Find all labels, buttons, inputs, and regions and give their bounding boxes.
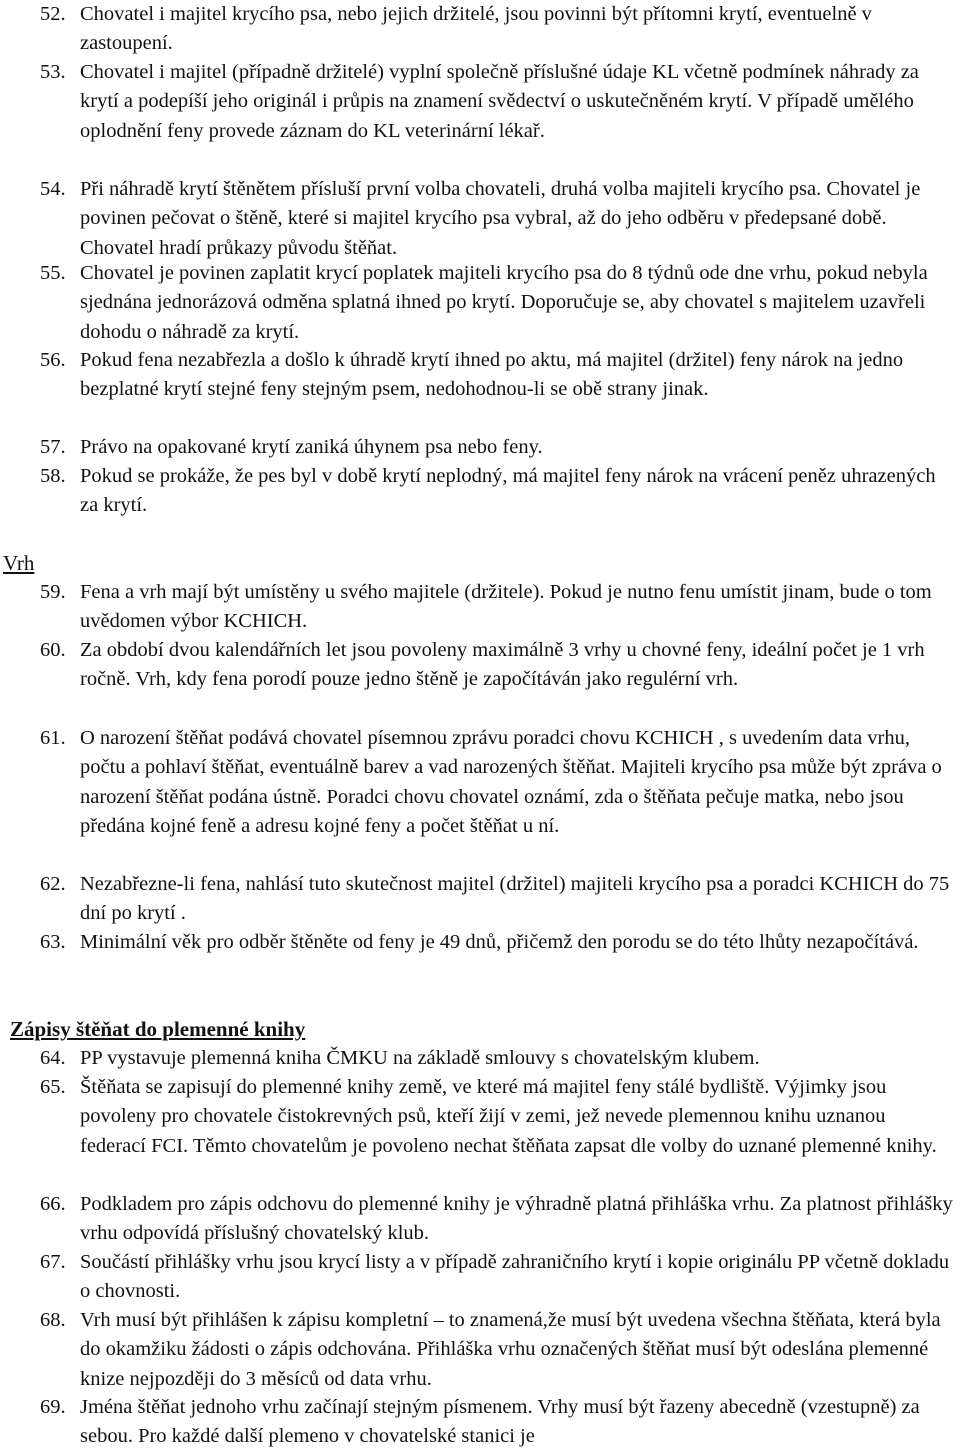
paragraph-number: 59. <box>40 581 66 603</box>
paragraph-55 <box>40 259 955 347</box>
paragraph-number: 65. <box>40 1076 66 1098</box>
paragraph-number: 56. <box>40 349 66 371</box>
paragraph-59 <box>40 578 955 637</box>
paragraph-text: Právo na opakované krytí zaniká úhynem psa nebo feny. <box>80 436 543 458</box>
paragraph-text: Nezabřezne-li fena, nahlásí tuto skutečnost majitel (držitel) majiteli krycího psa a poradci KCHICH do 75 dní po krytí . <box>80 873 950 925</box>
section-heading-vrh: Vrh <box>3 551 35 575</box>
paragraph-number: 69. <box>40 1396 66 1418</box>
paragraph-63 <box>40 928 955 957</box>
paragraph-number: 63. <box>40 931 66 953</box>
paragraph-text: Fena a vrh mají být umístěny u svého majitele (držitele). Pokud je nutno fenu umístit jinam, bude o tom uvědomen výbor KCHICH. <box>80 581 932 633</box>
paragraph-text: O narození štěňat podává chovatel písemnou zprávu poradci chovu KCHICH , s uvedením data vrhu, počtu a pohlaví štěňat, eventuálně barev a vad narozených štěňat. Majiteli krycího psa může být zpráva o narození štěňat podána ústně. Poradci chovu chovatel oznámí, zda o štěňata pečuje matka, nebo jsou předána kojné feně a adresu kojné feny a počet štěňat u ní. <box>80 727 942 837</box>
paragraph-number: 53. <box>40 61 66 83</box>
paragraph-number: 52. <box>40 3 66 25</box>
paragraph-57 <box>40 433 955 462</box>
paragraph-text: PP vystavuje plemenná kniha ČMKU na základě smlouvy s chovatelským klubem. <box>80 1047 760 1069</box>
paragraph-text: Chovatel je povinen zaplatit krycí poplatek majiteli krycího psa do 8 týdnů ode dne vrhu, pokud nebyla sjednána jednorázová odměna splatná ihned po krytí. Doporučuje se, aby chovatel s majitelem uzavřeli dohodu o náhradě za krytí. <box>80 262 928 343</box>
paragraph-69 <box>40 1393 955 1452</box>
paragraph-65 <box>40 1073 955 1161</box>
section-heading-zapisy: Zápisy štěňat do plemenné knihy <box>10 1017 306 1041</box>
paragraph-text: Jména štěňat jednoho vrhu začínají stejným písmenem. Vrhy musí být řazeny abecedně (vzestupně) za sebou. Pro každé další plemeno v chovatelské stanici je <box>80 1396 920 1448</box>
paragraph-number: 66. <box>40 1193 66 1215</box>
paragraph-58 <box>40 462 955 521</box>
paragraph-text: Vrh musí být přihlášen k zápisu kompletní – to znamená,že musí být uvedena všechna štěňata, která byla do okamžiku žádosti o zápis odchována. Přihláška vrhu označených štěňat musí být odeslána plemenné knize nejpozději do 3 měsíců od data vrhu. <box>80 1309 941 1390</box>
paragraph-number: 64. <box>40 1047 66 1069</box>
paragraph-text: Za období dvou kalendářních let jsou povoleny maximálně 3 vrhy u chovné feny, ideální počet je 1 vrh ročně. Vrh, kdy fena porodí pouze jedno štěně je započítáván jako regulérní vrh. <box>80 639 925 691</box>
paragraph-number: 54. <box>40 178 66 200</box>
paragraph-66 <box>40 1190 955 1249</box>
paragraph-52 <box>40 0 955 59</box>
paragraph-text: Chovatel i majitel (případně držitelé) vyplní společně příslušné údaje KL včetně podmínek náhrady za krytí a podepíší jeho originál i průpis na znamení svědectví o uskutečněném krytí. V případě umělého oplodnění feny provede záznam do KL veterinární lékař. <box>80 61 919 142</box>
paragraph-67 <box>40 1248 955 1307</box>
paragraph-number: 58. <box>40 465 66 487</box>
paragraph-text: Podkladem pro zápis odchovu do plemenné knihy je výhradně platná přihláška vrhu. Za platnost přihlášky vrhu odpovídá příslušný chovatelský klub. <box>80 1193 953 1245</box>
paragraph-60 <box>40 636 955 695</box>
paragraph-number: 68. <box>40 1309 66 1331</box>
paragraph-number: 62. <box>40 873 66 895</box>
paragraph-text: Minimální věk pro odběr štěněte od feny je 49 dnů, přičemž den porodu se do této lhůty nezapočítává. <box>80 931 919 953</box>
paragraph-number: 61. <box>40 727 66 749</box>
paragraph-53 <box>40 58 955 146</box>
paragraph-text: Pokud fena nezabřezla a došlo k úhradě krytí ihned po aktu, má majitel (držitel) feny nárok na jedno bezplatné krytí stejné feny stejným psem, nedohodnou-li se obě strany jinak. <box>80 349 904 401</box>
paragraph-number: 60. <box>40 639 66 661</box>
paragraph-text: Pokud se prokáže, že pes byl v době krytí neplodný, má majitel feny nárok na vrácení peněz uhrazených za krytí. <box>80 465 936 517</box>
paragraph-text: Součástí přihlášky vrhu jsou krycí listy a v případě zahraničního krytí i kopie originálu PP včetně dokladu o chovnosti. <box>80 1251 950 1303</box>
paragraph-number: 55. <box>40 262 66 284</box>
paragraph-61 <box>40 724 955 841</box>
paragraph-number: 67. <box>40 1251 66 1273</box>
paragraph-64 <box>40 1044 955 1073</box>
paragraph-68 <box>40 1306 955 1394</box>
paragraph-56 <box>40 346 955 405</box>
paragraph-62 <box>40 870 955 929</box>
paragraph-54 <box>40 175 955 263</box>
paragraph-text: Štěňata se zapisují do plemenné knihy země, ve které má majitel feny stálé bydliště. Výjimky jsou povoleny pro chovatele čistokrevných psů, kteří žijí v zemi, jež nevede plemennou knihu uznanou federací FCI. Těmto chovatelům je povoleno nechat štěňata zapsat dle volby do uznané plemenné knihy. <box>80 1076 937 1157</box>
paragraph-number: 57. <box>40 436 66 458</box>
paragraph-text: Při náhradě krytí štěnětem přísluší první volba chovateli, druhá volba majiteli krycího psa. Chovatel je povinen pečovat o štěně, které si majitel krycího psa vybral, až do jeho odběru v předepsané době. Chovatel hradí průkazy původu štěňat. <box>80 178 921 259</box>
paragraph-text: Chovatel i majitel krycího psa, nebo jejich držitelé, jsou povinni být přítomni krytí, eventuelně v zastoupení. <box>80 3 872 55</box>
